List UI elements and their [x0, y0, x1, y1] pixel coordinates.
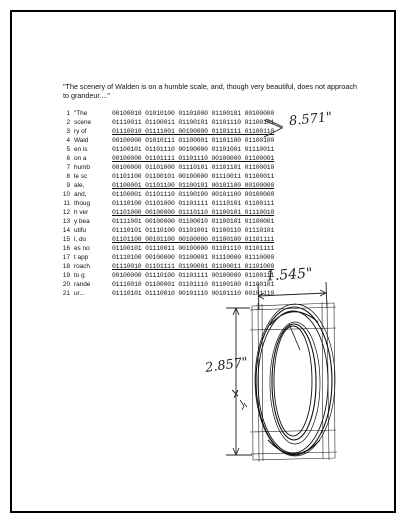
text-fragment: humb — [74, 164, 90, 171]
height-dimension-icon — [226, 308, 252, 455]
bracket-icon — [264, 119, 283, 137]
text-fragment: ur... — [74, 290, 85, 297]
binary-bits: 00100000 01101111 01101110 00100000 01100001 — [112, 155, 275, 162]
row-number: 17 — [62, 254, 70, 261]
row-number: 18 — [62, 263, 70, 270]
row-number: 13 — [62, 218, 70, 225]
binary-bits: 01111001 00100000 01100010 01100101 01100001 — [112, 218, 275, 225]
text-fragment: en is — [74, 146, 88, 153]
text-fragment: ale, — [74, 182, 85, 189]
text-fragment: "The — [74, 110, 88, 117]
row-number: 20 — [62, 281, 70, 288]
row-number: 4 — [66, 137, 70, 144]
row-number: 11 — [63, 200, 70, 207]
text-fragment: on a — [74, 155, 87, 162]
text-fragment: t app — [74, 254, 89, 261]
binary-bits: 01110101 01110100 01101001 01100110 01110101 — [112, 227, 275, 234]
text-fragment: es no — [74, 245, 90, 252]
row-number: 1 — [66, 110, 70, 117]
row-number: 3 — [66, 128, 70, 135]
text-fragment: to g — [74, 272, 85, 279]
tick-marks-icon — [240, 400, 247, 410]
binary-bits: 01101000 00100000 01110110 01100101 01110010 — [112, 209, 275, 216]
binary-bits: 01100101 01101110 00100000 01101001 01110011 — [112, 146, 275, 153]
binary-bits: 01110011 01100011 01100101 01101110 01100101 — [112, 119, 275, 126]
binary-bits: 01101100 01100101 00100000 01110011 01100011 — [112, 173, 275, 180]
walden-quote: "The scenery of Walden is on a humble scale, and, though very beautiful, does not approach to grandeur...." — [63, 82, 357, 100]
text-fragment: l, do — [74, 236, 87, 243]
glyph-grid-icon — [250, 301, 337, 462]
text-fragment: h ver — [74, 209, 89, 216]
row-number: 2 — [66, 119, 70, 126]
row-number: 7 — [66, 164, 70, 171]
text-fragment: scene — [74, 119, 92, 126]
text-fragment: utifu — [74, 227, 87, 234]
binary-bits: 00100000 01101000 01110101 01101101 01100010 — [112, 164, 275, 171]
text-fragment: thoug — [74, 200, 90, 207]
row-number: 15 — [62, 236, 70, 243]
binary-bits: 00100010 01010100 01101000 01100101 00100000 — [112, 110, 275, 117]
binary-bits: 00100000 01010111 01100001 01101100 01100100 — [112, 137, 275, 144]
binary-bits: 01110010 01101111 01100001 01100011 01101000 — [112, 263, 275, 270]
binary-bits: 01110010 01100001 01101110 01100100 01100101 — [112, 281, 275, 288]
row-number: 14 — [62, 227, 70, 234]
binary-bits: 01110100 01101000 01101111 01110101 01100111 — [112, 200, 275, 207]
text-fragment: y bea — [74, 218, 90, 225]
binary-bits: 01110101 01110010 00101110 00101110 00101110 — [112, 290, 275, 297]
binary-bits: 01110100 00100000 01100001 01110000 01110000 — [112, 254, 275, 261]
binary-bits: 01100001 01101100 01100101 00101100 00100000 — [112, 182, 275, 189]
height-measurement: 2.857" — [204, 355, 250, 376]
binary-bits: 01100101 01110011 00100000 01101110 01101111 — [112, 245, 275, 252]
width-dimension-icon — [258, 282, 327, 310]
bracket-measurement: 8.571" — [288, 109, 333, 130]
text-fragment: ry of — [74, 128, 87, 135]
binary-bits: 01101100 00101100 00100000 01100100 01101111 — [112, 236, 275, 243]
binary-bits: 01100001 01101110 01100100 00101100 00100000 — [112, 191, 275, 198]
text-fragment: and, — [74, 191, 87, 198]
row-number: 6 — [66, 155, 70, 162]
width-measurement: 1.545" — [265, 265, 314, 285]
binary-bits: 00100000 01110100 01101111 00100000 01100111 — [112, 272, 275, 279]
row-number: 9 — [66, 182, 70, 189]
row-number: 16 — [62, 245, 70, 252]
binary-bits: 01110010 01111001 00100000 01101111 01100110 — [112, 128, 275, 135]
text-fragment: roach — [74, 263, 90, 270]
text-fragment: le sc — [74, 173, 88, 180]
row-number: 5 — [66, 146, 70, 153]
text-fragment: Wald — [74, 137, 89, 144]
row-number: 8 — [66, 173, 70, 180]
row-number: 19 — [62, 272, 70, 279]
row-number: 21 — [62, 290, 70, 297]
row-number: 12 — [62, 209, 70, 216]
text-fragment: rande — [74, 281, 91, 288]
row-number: 10 — [62, 191, 70, 198]
